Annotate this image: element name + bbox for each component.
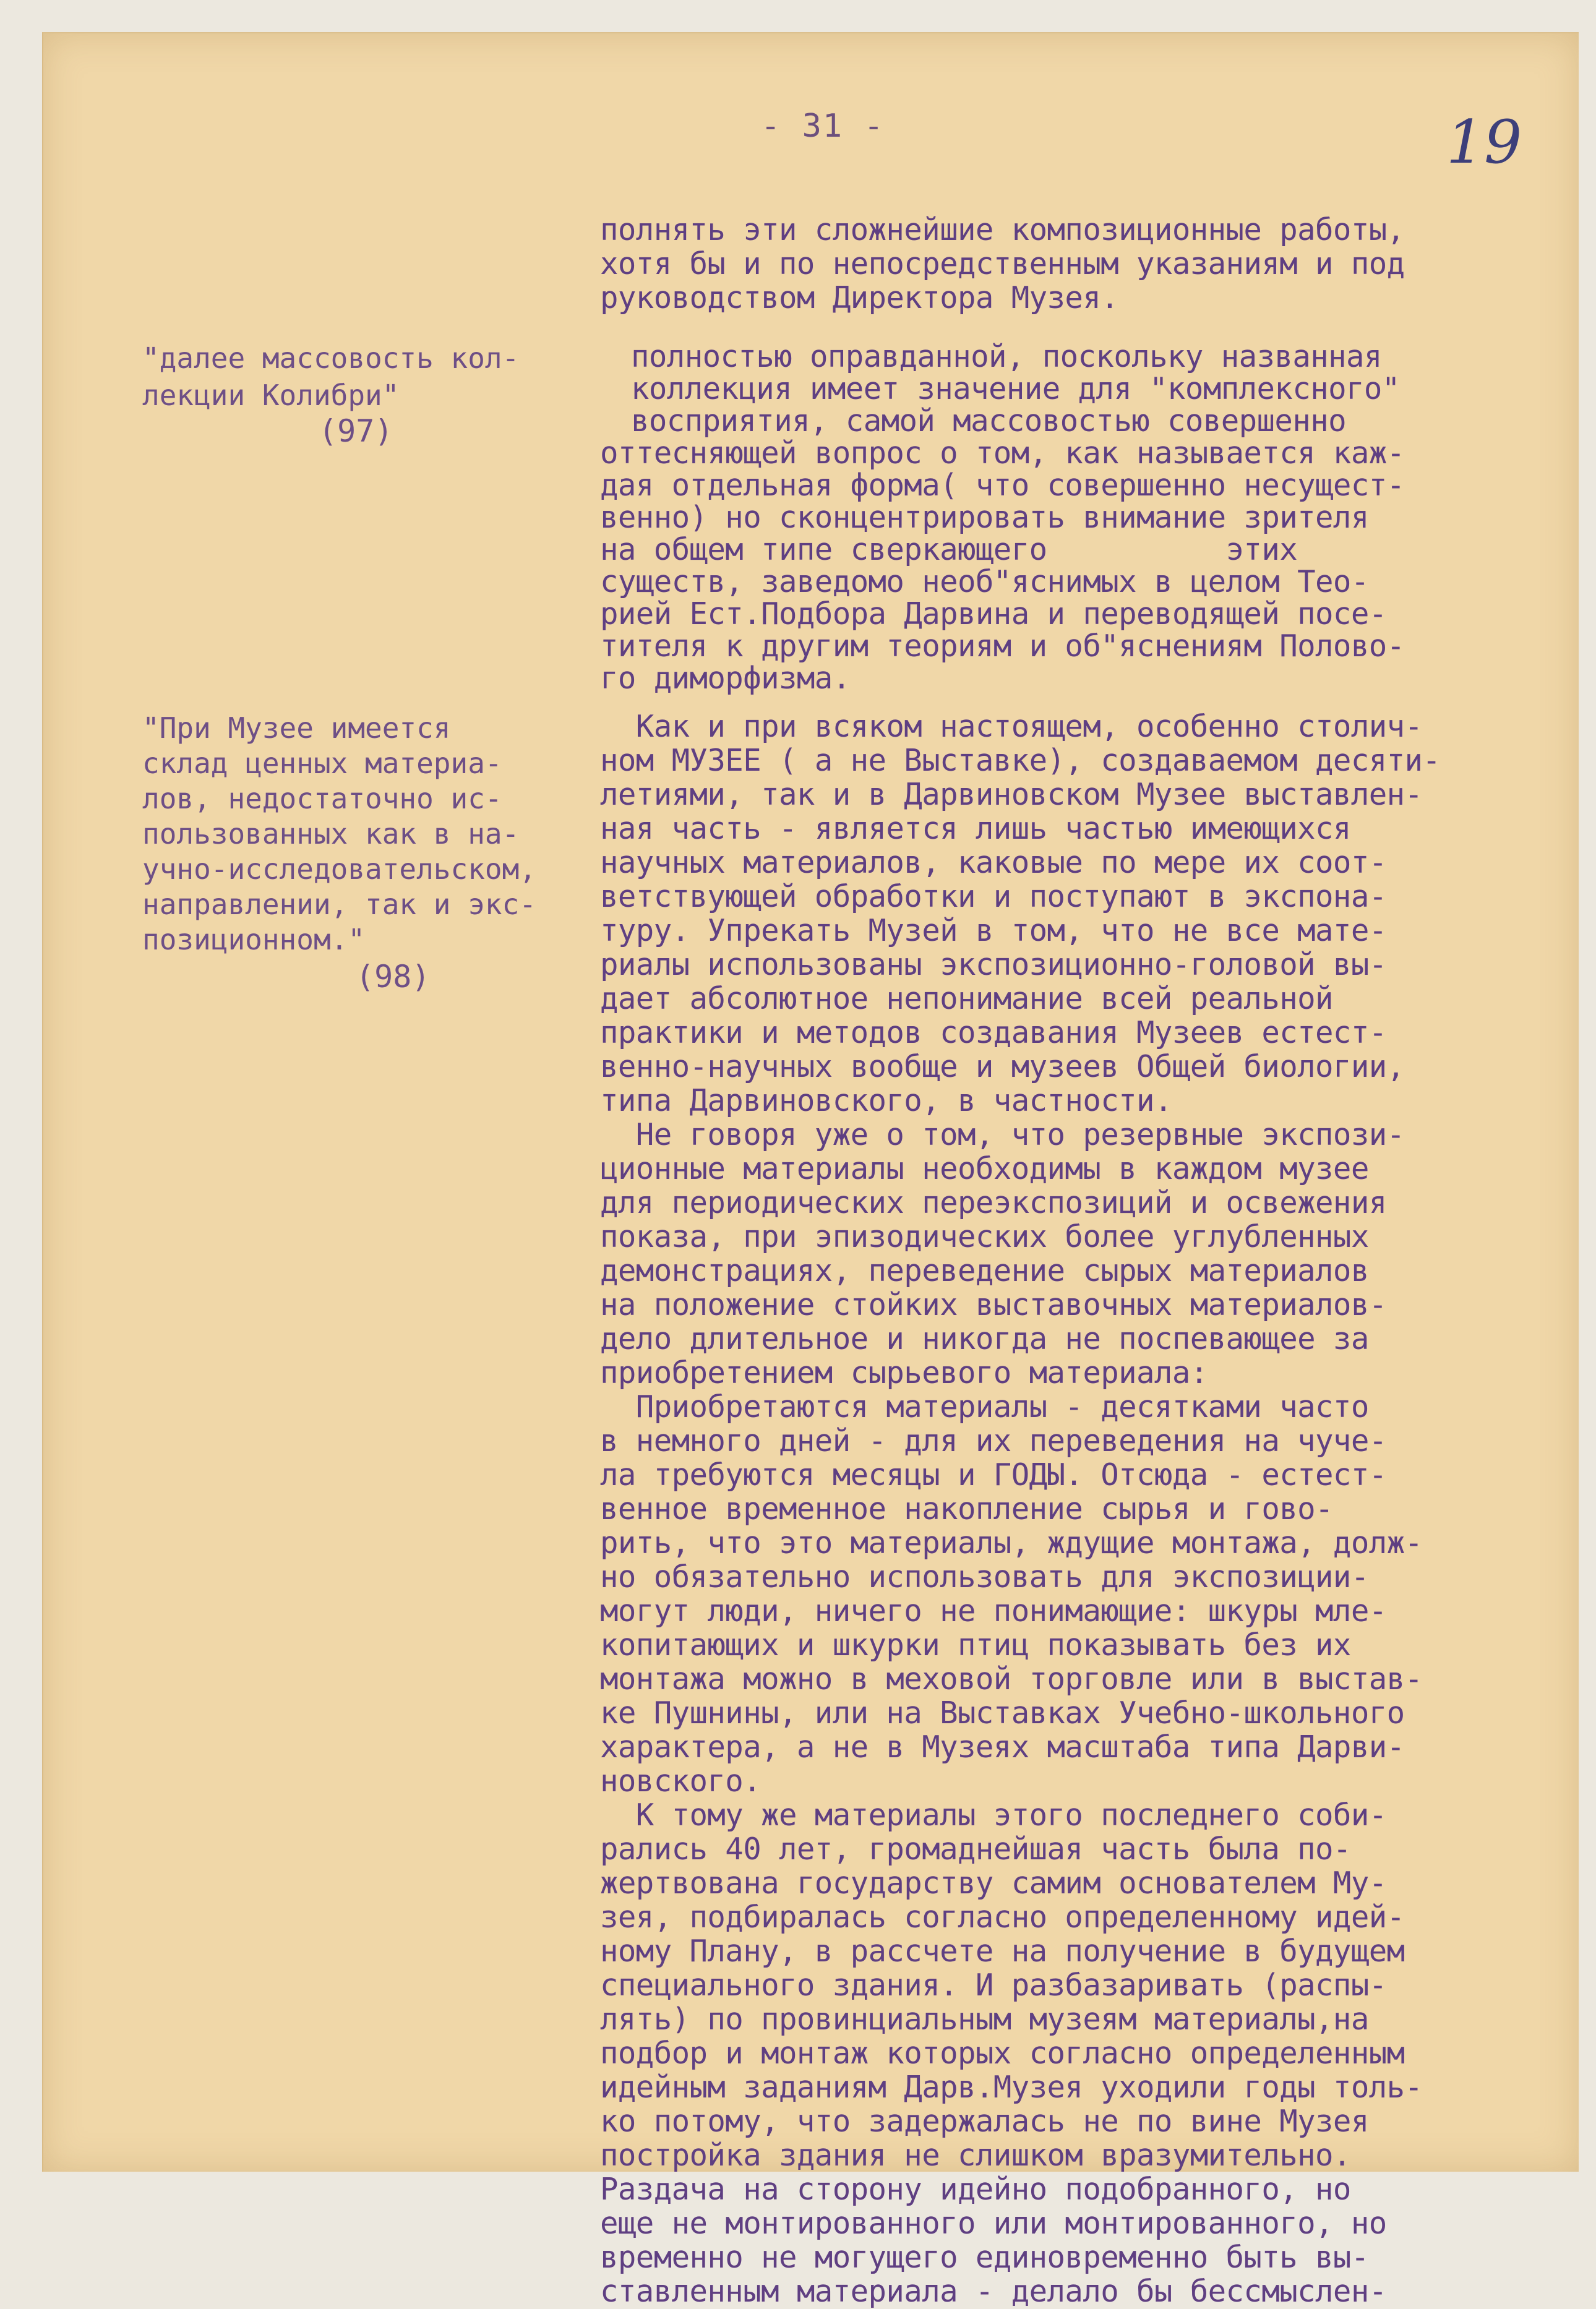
text-line: коллекция имеет значение для "комплексного" bbox=[631, 371, 1400, 406]
document-page bbox=[42, 32, 1579, 2309]
text-line: характера, а не в Музеях масштаба типа Дарви- bbox=[600, 1729, 1405, 1765]
text-line: ная часть - является лишь частью имеющихся bbox=[600, 811, 1351, 846]
note-quote-line: позиционном." bbox=[142, 923, 366, 956]
text-line: зея, подбиралась согласно определенному идей- bbox=[600, 1900, 1405, 1935]
text-line: рались 40 лет, громаднейшая часть была по- bbox=[600, 1831, 1351, 1867]
note-quote-line: лекции Колибри" bbox=[142, 379, 400, 412]
text-line: подбор и монтаж которых согласно определенным bbox=[600, 2036, 1405, 2071]
text-line: в немного дней - для их переведения на чуче- bbox=[600, 1423, 1387, 1459]
text-line: еще не монтированного или монтированного, но bbox=[600, 2206, 1387, 2241]
text-line: венно) но сконцентрировать внимание зрителя bbox=[600, 500, 1369, 535]
text-line: дает абсолютное непонимание всей реальной bbox=[600, 981, 1333, 1016]
text-line: тителя к другим теориям и об"яснениям Полово- bbox=[600, 628, 1405, 664]
text-line: полностью оправданной, поскольку названная bbox=[631, 339, 1382, 374]
text-line: полнять эти сложнейшие композиционные работы, bbox=[600, 212, 1405, 247]
text-line: Приобретаются материалы - десятками часто bbox=[600, 1389, 1369, 1424]
text-line: демонстрациях, переведение сырых материалов bbox=[600, 1253, 1369, 1288]
text-line: для периодических переэкспозиций и освежения bbox=[600, 1185, 1387, 1220]
text-line: новского. bbox=[600, 1763, 762, 1799]
text-line: оттесняющей вопрос о том, как называется каж- bbox=[600, 435, 1405, 471]
text-line: ном МУЗЕЕ ( а не Выставке), создаваемом десяти- bbox=[600, 743, 1441, 778]
text-line: летиями, так и в Дарвиновском Музее выставлен- bbox=[600, 777, 1423, 812]
text-line: дело длительное и никогда не поспевающее за bbox=[600, 1321, 1369, 1356]
note-number: (98) bbox=[356, 959, 431, 995]
text-line: ционные материалы необходимы в каждом музее bbox=[600, 1151, 1369, 1186]
text-line: но обязательно использовать для экспозиции- bbox=[600, 1559, 1369, 1595]
text-line: лять) по провинциальным музеям материалы,на bbox=[600, 2002, 1369, 2037]
text-line: риалы использованы экспозиционно-головой вы- bbox=[600, 947, 1387, 982]
text-line: показа, при эпизодических более углубленных bbox=[600, 1219, 1369, 1254]
note-quote-line: учно-исследовательском, bbox=[142, 852, 536, 886]
folio-number: 19 bbox=[1446, 108, 1522, 177]
text-line: Не говоря уже о том, что резервные экспози- bbox=[600, 1117, 1405, 1152]
text-line: идейным заданиям Дарв.Музея уходили годы толь- bbox=[600, 2070, 1423, 2105]
text-line: монтажа можно в меховой торговле или в выстав- bbox=[600, 1661, 1423, 1697]
text-line: рией Ест.Подбора Дарвина и переводящей посе- bbox=[600, 596, 1387, 632]
text-line: руководством Директора Музея. bbox=[600, 280, 1119, 315]
note-quote-line: лов, недостаточно ис- bbox=[142, 782, 502, 815]
text-line: типа Дарвиновского, в частности. bbox=[600, 1083, 1172, 1118]
note-quote-line: "далее массовость кол- bbox=[142, 341, 520, 375]
note-quote-line: склад ценных материа- bbox=[142, 747, 502, 780]
text-line: постройка здания не слишком вразумительно. bbox=[600, 2138, 1351, 2173]
text-line: временно не могущего единовременно быть вы- bbox=[600, 2240, 1369, 2275]
note-quote-line: пользованных как в на- bbox=[142, 817, 520, 850]
text-line: существ, заведомо необ"яснимых в целом Тео- bbox=[600, 564, 1369, 599]
text-line: К тому же материалы этого последнего соби- bbox=[600, 1797, 1387, 1833]
text-line: приобретением сырьевого материала: bbox=[600, 1355, 1208, 1390]
text-line: ке Пушнины, или на Выставках Учебно-школьного bbox=[600, 1695, 1405, 1731]
text-line: ла требуются месяцы и ГОДЫ. Отсюда - естест- bbox=[600, 1457, 1387, 1493]
text-line: го диморфизма. bbox=[600, 661, 851, 696]
text-line: на общем типе сверкающего этих bbox=[600, 532, 1298, 567]
text-line: ставленным материала - делало бы бессмыслен- bbox=[600, 2274, 1387, 2309]
text-line: Как и при всяком настоящем, особенно столич- bbox=[600, 709, 1423, 744]
text-line: специального здания. И разбазаривать (распы- bbox=[600, 1968, 1387, 2003]
note-quote-line: "При Музее имеется bbox=[142, 711, 451, 745]
text-line: дая отдельная форма( что совершенно несущест- bbox=[600, 468, 1405, 503]
text-line: хотя бы и по непосредственным указаниям и под bbox=[600, 246, 1405, 281]
text-line: рить, что это материалы, ждущие монтажа, долж- bbox=[600, 1525, 1423, 1561]
note-quote-line: направлении, так и экс- bbox=[142, 888, 536, 921]
text-line: венно-научных вообще и музеев Общей биологии, bbox=[600, 1049, 1405, 1084]
text-line: венное временное накопление сырья и гово- bbox=[600, 1491, 1333, 1527]
text-line: ному Плану, в рассчете на получение в будущем bbox=[600, 1934, 1405, 1969]
text-line: ко потому, что задержалась не по вине Музея bbox=[600, 2104, 1369, 2139]
text-line: практики и методов создавания Музеев естест- bbox=[600, 1015, 1387, 1050]
text-line: ветствующей обработки и поступают в экспона- bbox=[600, 879, 1387, 914]
text-line: научных материалов, каковые по мере их соот- bbox=[600, 845, 1387, 880]
text-line: могут люди, ничего не понимающие: шкуры мле- bbox=[600, 1593, 1387, 1629]
text-line: восприятия, самой массовостью совершенно bbox=[631, 403, 1347, 439]
text-line: туру. Упрекать Музей в том, что не все мате- bbox=[600, 913, 1387, 948]
page-number: - 31 - bbox=[761, 108, 885, 145]
text-line: Раздача на сторону идейно подобранного, но bbox=[600, 2172, 1351, 2207]
text-line: копитающих и шкурки птиц показывать без их bbox=[600, 1627, 1351, 1663]
text-line: жертвована государству самим основателем Му- bbox=[600, 1866, 1387, 1901]
note-number: (97) bbox=[319, 413, 393, 449]
text-line: на положение стойких выставочных материалов- bbox=[600, 1287, 1387, 1322]
